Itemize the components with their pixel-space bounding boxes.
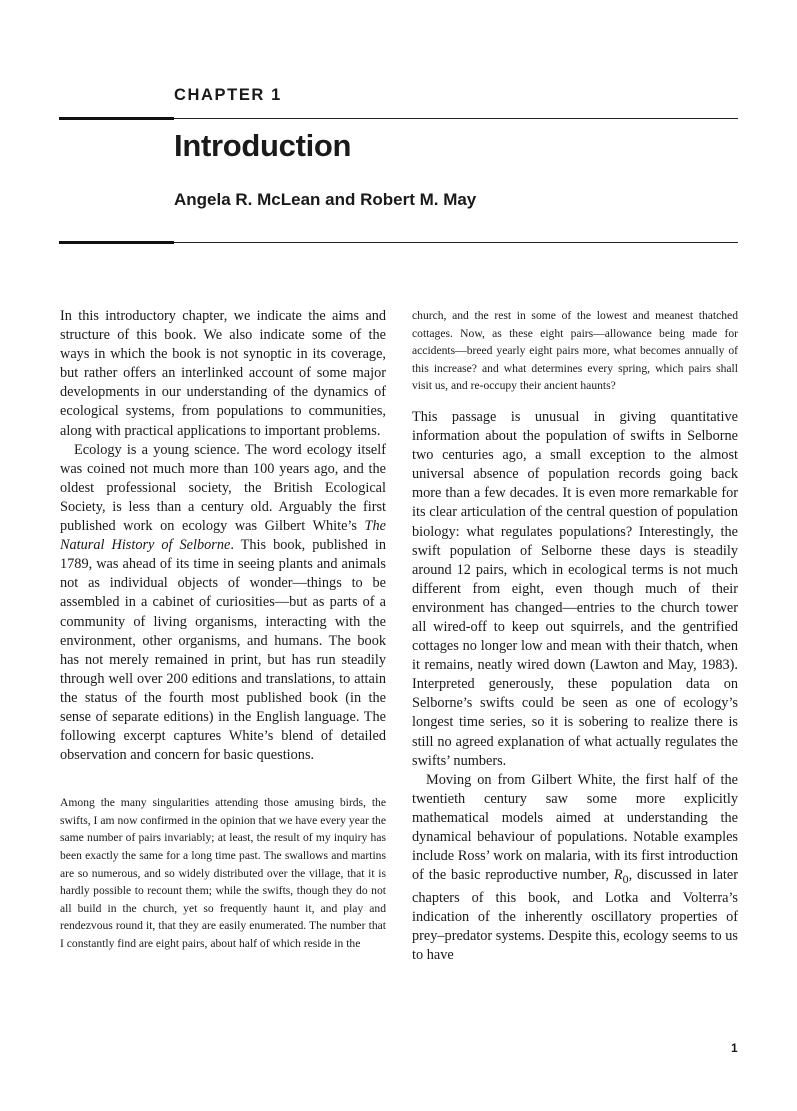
chapter-header-rule-top xyxy=(174,118,738,119)
r0-subscript: 0 xyxy=(622,872,629,887)
chapter-header-rule-thick-top xyxy=(59,117,174,120)
ecology-paragraph-text-2: . This book, published in 1789, was ahead of its time in seeing plants and animals not as individual objects of wonder—things to be assembled in a cabinet of curiosities—but as parts of a community of living organisms, interacting with the environment, other organisms, and humans. The book has not merely remained in print, but has run steadily through well over 200 editions and translations, to attain the status of the fourth most published book (in the sense of separate editions) in the English language. The following excerpt captures White’s blend of detailed observation and concern for basic questions. xyxy=(60,537,386,764)
page-number: 1 xyxy=(731,1041,738,1055)
swift-passage-paragraph: This passage is unusual in giving quantitative information about the population of swifts in Selborne two centuries ago, a small exception to the almost universal absence of population records going back more than a few decades. It is even more remarkable for its clear articulation of the central question of population biology: what regulates populations? Interestingly, the swift population of Selborne these days is steadily around 12 pairs, which in ecological terms is not much different from eight, even though much of their environment has changed—entries to the church tower all wired-off to keep out squirrels, and the gentrified cottages no longer low and mean with their thatch, when it remains, neatly wired down (Lawton and May, 1983). Interpreted generously, these population data on Selborne’s swifts could be seen as one of ecology’s longest time series, so it is sobering to realize there is still no agreed explanation of what actually regulates the swifts’ numbers. xyxy=(412,408,738,769)
chapter-title: Introduction xyxy=(174,128,352,163)
book-title-italic: The Natural History of Selborne xyxy=(60,518,386,554)
chapter-header-rule-thick-bottom xyxy=(59,241,174,244)
chapter-label: CHAPTER 1 xyxy=(174,86,282,104)
models-paragraph-text-1: Moving on from Gilbert White, the first half of the twentieth century saw some more explicitly mathematical models aimed at understanding the dynamical behaviour of populations. Notable examples include Ross’ work on malaria, with its first introduction of the basic reproductive number, xyxy=(412,771,738,884)
right-column xyxy=(412,307,738,966)
r0-symbol: R xyxy=(613,867,623,884)
ecology-paragraph-text-1: Ecology is a young science. The word ecology itself was coined not much more than 100 years ago, and the oldest professional society, the British Ecological Society, is less than a century old. Arguably the first published work on ecology was Gilbert White’s xyxy=(60,441,386,535)
chapter-header-rule-bottom xyxy=(174,242,738,243)
chapter-authors: Angela R. McLean and Robert M. May xyxy=(174,190,477,209)
models-paragraph-text-2: , discussed in later chapters of this book, and Lotka and Volterra’s indication of the inherently oscillatory properties of prey–predator systems. Despite this, ecology seems to us to have xyxy=(412,867,738,964)
ecology-paragraph xyxy=(60,441,386,766)
intro-paragraph: In this introductory chapter, we indicate the aims and structure of this book. We also indicate some of the ways in which the book is not synoptic in its coverage, but rather offers an interlinked account of some major developments in our understanding of the dynamics of ecological systems, from populations to communities, along with practical applications to important problems. xyxy=(60,308,386,439)
left-column xyxy=(60,307,386,953)
mathematical-models-paragraph xyxy=(412,771,738,966)
white-quote-part-2: church, and the rest in some of the lowest and meanest thatched cottages. Now, as these eight pairs—allowance being made for accidents—breed yearly eight pairs more, what becomes annually of this increase? and what determines every spring, which pairs shall visit us, and re-occupy their ancient haunts? xyxy=(412,309,738,393)
white-quote-part-1: Among the many singularities attending those amusing birds, the swifts, I am now confirmed in the opinion that we have every year the same number of pairs invariably; at least, the result of my inquiry has been exactly the same for a long time past. The swallows and martins are so numerous, and so widely distributed over the village, that it is hardly possible to recount them; while the swifts, though they do not all build in the church, yet so frequently haunt it, and play and rendezvous round it, that they are easily enumerated. The number that I constantly find are eight pairs, about half of which reside in the xyxy=(60,796,386,950)
